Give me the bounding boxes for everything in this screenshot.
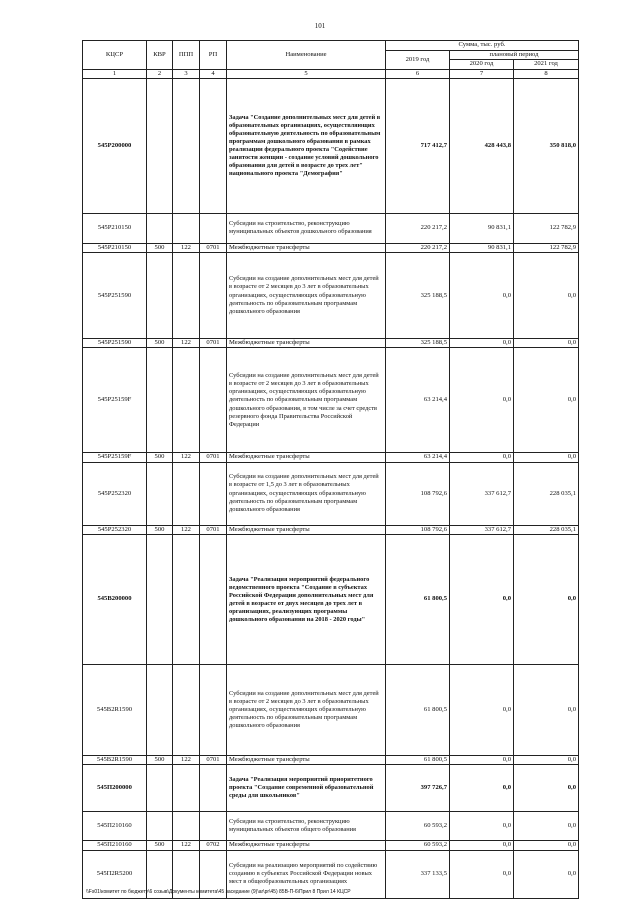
row-2019: 337 133,5 [386, 850, 450, 898]
row-2021: 0,0 [514, 812, 579, 841]
row-name: Межбюджетные трансферты [227, 841, 386, 850]
row-kvr: 500 [147, 243, 173, 252]
row-name: Задача "Реализация мероприятий федерального ведомственного проекта "Создание в субъектах Российской Федерации дополнительных мест для детей в возрасте от двух месяцев до трех лет в организациях, реализующих программы дошкольного образования на 2018 - 2020 годы" [227, 535, 386, 665]
row-2020: 337 612,7 [450, 525, 514, 534]
row-rp [200, 765, 227, 812]
row-code: 545П200000 [83, 765, 147, 812]
row-2021: 0,0 [514, 453, 579, 462]
transfer-row [83, 453, 579, 462]
header-ppp: ППП [173, 41, 200, 70]
row-code: 545П210160 [83, 812, 147, 841]
row-2020: 428 443,8 [450, 78, 514, 213]
row-2021: 0,0 [514, 850, 579, 898]
row-2020: 337 612,7 [450, 462, 514, 525]
page-number: 101 [314, 22, 326, 30]
subsidy-row [83, 253, 579, 339]
row-ppp: 122 [173, 453, 200, 462]
row-kvr: 500 [147, 453, 173, 462]
row-rp: 0702 [200, 841, 227, 850]
row-2019: 61 800,5 [386, 756, 450, 765]
row-name: Субсидии на создание дополнительных мест для детей в возрасте от 2 месяцев до 3 лет в образовательных организациях, осуществляющих образовательную деятельность по образовательным программам дошкольного образования [227, 665, 386, 756]
column-index-row [83, 69, 579, 78]
transfer-row [83, 756, 579, 765]
row-ppp [173, 765, 200, 812]
budget-table [82, 40, 579, 899]
task-row [83, 535, 579, 665]
row-kvr: 500 [147, 339, 173, 348]
transfer-row [83, 525, 579, 534]
row-2019: 63 214,4 [386, 453, 450, 462]
row-rp [200, 213, 227, 243]
header-2021: 2021 год [514, 60, 579, 69]
row-name: Межбюджетные трансферты [227, 243, 386, 252]
row-kvr: 500 [147, 756, 173, 765]
row-ppp: 122 [173, 756, 200, 765]
header-kcsr: КЦСР [83, 41, 147, 70]
header-rp: РП [200, 41, 227, 70]
row-ppp: 122 [173, 339, 200, 348]
row-2020: 0,0 [450, 812, 514, 841]
column-index: 3 [173, 69, 200, 78]
row-2019: 60 593,2 [386, 812, 450, 841]
header-sum: Сумма, тыс. руб. [386, 41, 579, 51]
subsidy-row [83, 812, 579, 841]
row-kvr: 500 [147, 841, 173, 850]
row-2021: 0,0 [514, 535, 579, 665]
row-2021: 0,0 [514, 765, 579, 812]
row-ppp: 122 [173, 525, 200, 534]
row-code: 545Р25159F [83, 348, 147, 453]
row-name: Задача "Реализация мероприятий приоритетного проекта "Создание современной образовательной среды для школьников" [227, 765, 386, 812]
row-2020: 0,0 [450, 348, 514, 453]
row-code: 545В200000 [83, 535, 147, 665]
row-code: 545Р252320 [83, 525, 147, 534]
row-rp [200, 665, 227, 756]
row-code: 545В2R1590 [83, 665, 147, 756]
row-code: 545Р251590 [83, 253, 147, 339]
transfer-row [83, 243, 579, 252]
row-2021: 350 818,0 [514, 78, 579, 213]
column-index: 1 [83, 69, 147, 78]
row-2019: 60 593,2 [386, 841, 450, 850]
subsidy-row [83, 462, 579, 525]
row-2019: 61 800,5 [386, 665, 450, 756]
row-name: Субсидии на создание дополнительных мест для детей в возрасте от 2 месяцев до 3 лет в образовательных организациях, осуществляющих образовательную деятельность по образовательным программам дошкольного образования, в том числе за счет средств резервного фонда Правительства Российской Федерации [227, 348, 386, 453]
row-2021: 0,0 [514, 841, 579, 850]
row-kvr [147, 253, 173, 339]
row-ppp: 122 [173, 243, 200, 252]
row-2020: 0,0 [450, 765, 514, 812]
row-2021: 228 035,1 [514, 525, 579, 534]
table-body [83, 78, 579, 898]
row-2020: 90 831,1 [450, 213, 514, 243]
row-ppp: 122 [173, 841, 200, 850]
row-kvr [147, 765, 173, 812]
row-rp [200, 535, 227, 665]
row-2021: 228 035,1 [514, 462, 579, 525]
row-rp: 0701 [200, 756, 227, 765]
row-rp [200, 253, 227, 339]
row-2020: 0,0 [450, 850, 514, 898]
header-plan-period: плановый период [450, 51, 579, 60]
row-2020: 0,0 [450, 756, 514, 765]
row-kvr [147, 665, 173, 756]
row-kvr [147, 812, 173, 841]
row-code: 545П210160 [83, 841, 147, 850]
row-code: 545Р25159F [83, 453, 147, 462]
row-ppp [173, 812, 200, 841]
row-rp: 0701 [200, 243, 227, 252]
row-kvr [147, 535, 173, 665]
row-2019: 63 214,4 [386, 348, 450, 453]
column-index: 7 [450, 69, 514, 78]
row-2021: 0,0 [514, 756, 579, 765]
row-2020: 0,0 [450, 339, 514, 348]
row-kvr [147, 348, 173, 453]
row-2020: 0,0 [450, 665, 514, 756]
header-name: Наименование [227, 41, 386, 70]
table-header [83, 41, 579, 79]
row-name: Субсидии на создание дополнительных мест для детей в возрасте от 2 месяцев до 3 лет в образовательных организациях, осуществляющих образовательную деятельность по образовательным программам дошкольного образования [227, 253, 386, 339]
row-ppp [173, 253, 200, 339]
row-code: 545Р251590 [83, 339, 147, 348]
row-2020: 0,0 [450, 453, 514, 462]
row-2021: 0,0 [514, 665, 579, 756]
row-2019: 61 800,5 [386, 535, 450, 665]
row-name: Субсидии на реализацию мероприятий по содействию созданию в субъектах Российской Федерации новых мест в общеобразовательных организациях [227, 850, 386, 898]
row-2019: 717 412,7 [386, 78, 450, 213]
row-2021: 122 782,9 [514, 243, 579, 252]
row-2019: 325 188,5 [386, 339, 450, 348]
row-code: 545В2R1590 [83, 756, 147, 765]
column-index: 2 [147, 69, 173, 78]
row-kvr [147, 78, 173, 213]
row-kvr: 500 [147, 525, 173, 534]
row-2019: 108 792,6 [386, 525, 450, 534]
row-name: Межбюджетные трансферты [227, 525, 386, 534]
subsidy-row [83, 665, 579, 756]
row-rp: 0701 [200, 339, 227, 348]
row-code: 545П2R5200 [83, 850, 147, 898]
row-2020: 0,0 [450, 841, 514, 850]
row-code: 545Р200000 [83, 78, 147, 213]
row-2019: 325 188,5 [386, 253, 450, 339]
row-2019: 108 792,6 [386, 462, 450, 525]
row-ppp [173, 535, 200, 665]
row-code: 545Р210150 [83, 213, 147, 243]
row-2021: 0,0 [514, 339, 579, 348]
task-row [83, 78, 579, 213]
row-2019: 220 217,2 [386, 213, 450, 243]
row-name: Межбюджетные трансферты [227, 339, 386, 348]
row-ppp [173, 348, 200, 453]
header-2019: 2019 год [386, 51, 450, 70]
row-2020: 0,0 [450, 253, 514, 339]
column-index: 4 [200, 69, 227, 78]
row-code: 545Р252320 [83, 462, 147, 525]
row-2019: 397 726,7 [386, 765, 450, 812]
transfer-row [83, 841, 579, 850]
transfer-row [83, 339, 579, 348]
row-kvr [147, 213, 173, 243]
row-ppp [173, 665, 200, 756]
row-name: Межбюджетные трансферты [227, 756, 386, 765]
row-ppp [173, 78, 200, 213]
row-rp [200, 462, 227, 525]
row-rp [200, 348, 227, 453]
row-2020: 90 831,1 [450, 243, 514, 252]
header-kvr: КВР [147, 41, 173, 70]
column-index: 6 [386, 69, 450, 78]
row-name: Задача "Создание дополнительных мест для детей в образовательных организациях, осуществляющих образовательную деятельность по образовательным программам дошкольного образования в рамках реализации федерального проекта "Содействие занятости женщин - создание условий дошкольного образования для детей в возрасте до трех лет" национального проекта "Демография" [227, 78, 386, 213]
row-2019: 220 217,2 [386, 243, 450, 252]
row-ppp [173, 213, 200, 243]
column-index: 5 [227, 69, 386, 78]
task-row [83, 765, 579, 812]
row-2021: 0,0 [514, 253, 579, 339]
row-2020: 0,0 [450, 535, 514, 665]
row-name: Межбюджетные трансферты [227, 453, 386, 462]
column-index: 8 [514, 69, 579, 78]
header-2020: 2020 год [450, 60, 514, 69]
row-rp [200, 78, 227, 213]
row-rp: 0701 [200, 525, 227, 534]
row-rp [200, 812, 227, 841]
row-name: Субсидии на строительство, реконструкцию муниципальных объектов общего образования [227, 812, 386, 841]
row-2021: 122 782,9 [514, 213, 579, 243]
row-kvr [147, 462, 173, 525]
row-name: Субсидии на строительство, реконструкцию муниципальных объектов дошкольного образования [227, 213, 386, 243]
file-path-footer: \\Fs01\комитет по бюджету\6 созыв\Документы комитета\45 заседание (9)\ar\pr\45) 85В-П-6\Прил 8 Прил 14 КЦСР [86, 889, 351, 895]
subsidy-row [83, 348, 579, 453]
row-2021: 0,0 [514, 348, 579, 453]
row-name: Субсидии на создание дополнительных мест для детей в возрасте от 1,5 до 3 лет в образовательных организациях, осуществляющих образовательную деятельность по образовательным программам дошкольного образования [227, 462, 386, 525]
row-ppp [173, 462, 200, 525]
row-code: 545Р210150 [83, 243, 147, 252]
subsidy-row [83, 213, 579, 243]
row-rp: 0701 [200, 453, 227, 462]
